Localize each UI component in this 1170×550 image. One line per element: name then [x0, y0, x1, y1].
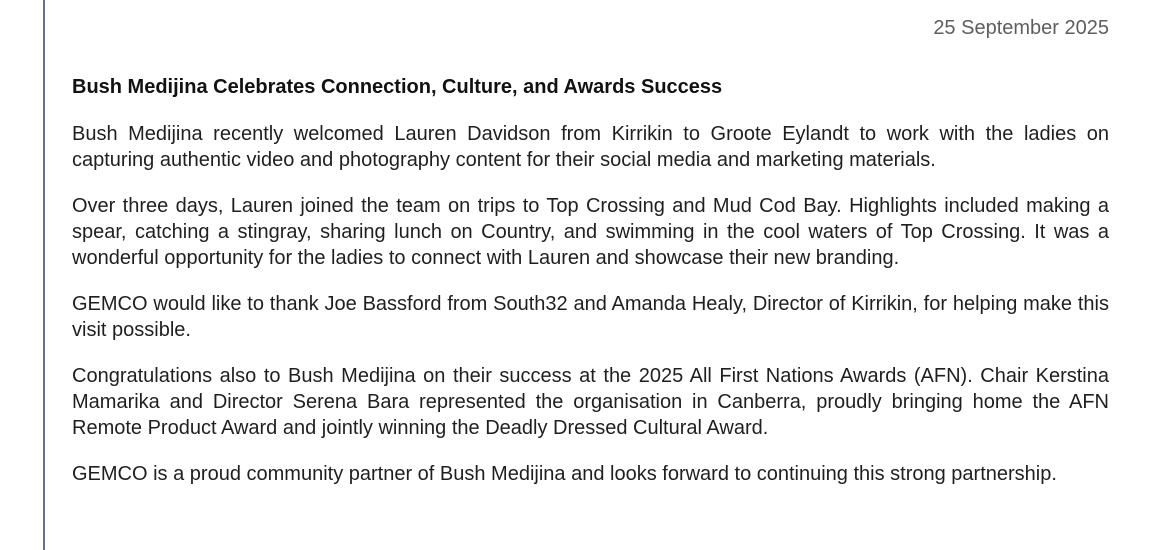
paragraph-visit: Bush Medijina recently welcomed Lauren Davidson from Kirrikin to Groote Eylandt to work with the ladies on capturing authentic video and photography content for their social media and marketing materials.	[72, 123, 1109, 171]
document-body	[72, 73, 1109, 507]
paragraph-partnership: GEMCO is a proud community partner of Bush Medijina and looks forward to continuing this strong partnership.	[72, 463, 1057, 485]
document-date: 25 September 2025	[933, 17, 1109, 39]
document-title: Bush Medijina Celebrates Connection, Culture, and Awards Success	[72, 76, 723, 98]
paragraph-thanks: GEMCO would like to thank Joe Bassford from South32 and Amanda Healy, Director of Kirrikin, for helping make this visit possible.	[72, 293, 1109, 341]
page-margin-line	[43, 0, 45, 550]
paragraph-awards: Congratulations also to Bush Medijina on their success at the 2025 All First Nations Awards (AFN). Chair Kerstina Mamarika and Director Serena Bara represented the organisation in Canberra, proudly bringing home the AFN Remote Product Award and jointly winning the Deadly Dressed Cultural Award.	[72, 365, 1109, 439]
paragraph-trips: Over three days, Lauren joined the team on trips to Top Crossing and Mud Cod Bay. Highlights included making a spear, catching a stingray, sharing lunch on Country, and swimming in the cool waters of Top Crossing. It was a wonderful opportunity for the ladies to connect with Lauren and showcase their new branding.	[72, 195, 1109, 269]
